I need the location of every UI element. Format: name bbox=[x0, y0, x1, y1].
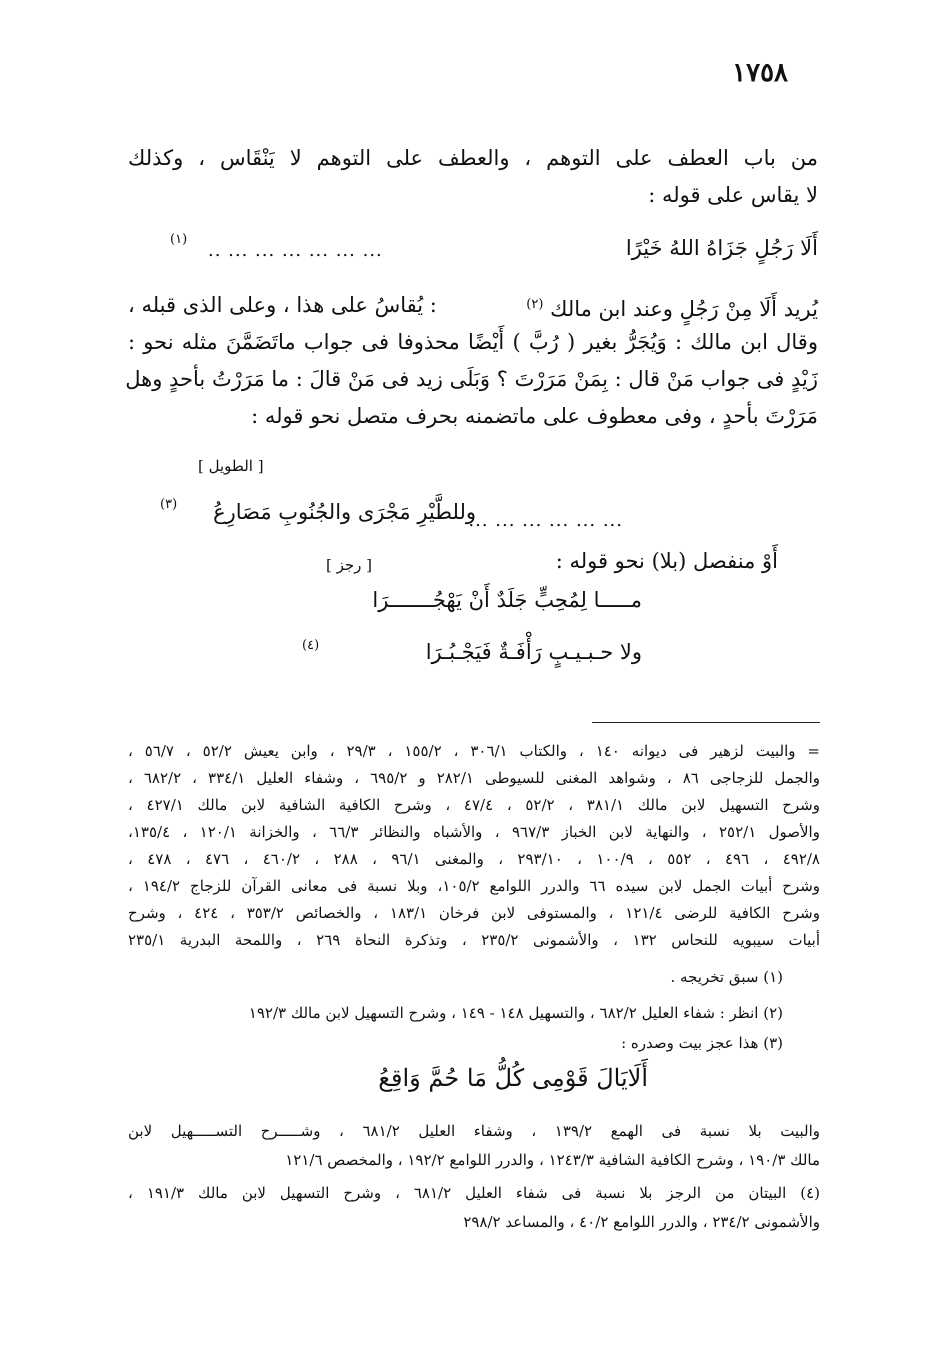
footnote-marker: (١) bbox=[170, 232, 188, 247]
footnote-line: والبيت بلا نسبة فى الهمع ١٣٩/٢ ، وشفاء العليل ٦٨١/٢ ، وشـــــرح التســـــهيل لابن bbox=[128, 1122, 820, 1140]
page-number: ١٧٥٨ bbox=[732, 58, 788, 88]
body-text: يُريد أَلَا مِنْ رَجُلٍ وعند ابن مالك $^{(٢)}$ bbox=[526, 297, 818, 321]
footnote-verse: أَلَايَالَ قَوْمِى كُلُّ مَا حُمَّ وَاقِعُ bbox=[378, 1064, 648, 1092]
body-line: من باب العطف على التوهم ، والعطف على التوهم لا يَنْقَاس ، وكذلك bbox=[128, 146, 818, 170]
footnote-line: وشرح التسهيل لابن مالك ٣٨١/١ ، ٥٢/٢ ، ٤٧/٤ ، وشرح الكافية الشافية لابن مالك ٤٢٧/١ ، bbox=[128, 796, 820, 814]
footnote-1: (١) سبق تخريجه . bbox=[670, 968, 783, 986]
footnote-marker: (٤) bbox=[302, 638, 320, 653]
body-line: لا يقاس على قوله : bbox=[648, 183, 818, 207]
meter-label: [ الطويل ] bbox=[198, 457, 264, 475]
footnote-line: والأصول ٢٥٢/١ ، والنهاية لابن الخباز ٩٦٧/٣ ، والأشباه والنظائر ٦٦/٣ ، والخزانة ١٢٠/١ ، ١٣٥/٤، bbox=[128, 823, 820, 841]
footnote-4: (٤) البيتان من الرجز بلا نسبة فى شفاء العليل ٦٨١/٢ ، وشرح التسهيل لابن مالك ١٩١/٣ ، bbox=[128, 1184, 821, 1202]
body-line: وقال ابن مالك : وَيُجَرُّ بغير ( رُبَّ ) أَيْضًا محذوفا فى جواب ماتَضَمَّنَ مثله نحو : bbox=[128, 330, 818, 354]
verse-ellipsis: ... ... ... ... ... ... bbox=[468, 510, 623, 531]
verse-ellipsis: .. ... ... ... ... ... ... bbox=[208, 240, 383, 261]
footnote-line: = والبيت لزهير فى ديوانه ١٤٠ ، والكتاب ٣٠٦/١ ، ١٥٥/٢ ، ٢٩/٣ ، وابن يعيش ٥٢/٢ ، ٥٦/٧ ، bbox=[128, 742, 820, 760]
verse-line: أَلَا رَجُلٍ جَزَاهُ اللهُ خَيْرًا bbox=[625, 236, 818, 260]
footnote-marker: (٣) bbox=[160, 497, 178, 512]
body-line: مَرَرْتَ بأحدٍ ، وفى معطوف على ماتضمنه بحرف متصل نحو قوله : bbox=[251, 404, 818, 428]
footnote-line: وشرح الكافية للرضى ١٢١/٤ ، والمستوفى لابن فرخان ١٨٣/١ ، والخصائص ٣٥٣/٢ ، ٤٢٤ ، وشرح bbox=[128, 904, 820, 922]
meter-label: [ رجز ] bbox=[326, 556, 373, 574]
footnote-line: ٤٩٢/٨ ، ٤٩٦ ، ٥٥٢ ، ١٠٠/٩ ، ٢٩٣/١٠ ، والمغنى ٩٦/١ ، ٢٨٨ ، ٤٦٠/٢ ، ٤٧٦ ، ٤٧٨ ، bbox=[128, 850, 820, 868]
footnote-line: وشرح أبيات الجمل لابن سيده ٦٦ والدرر اللوامع ١٠٥/٢، وبلا نسبة فى معانى القرآن للزجاج ١٩٤/٢ ، bbox=[128, 877, 821, 895]
footnote-line: والأشمونى ٢٣٤/٢ ، والدرر اللوامع ٤٠/٢ ، والمساعد ٢٩٨/٢ bbox=[463, 1213, 820, 1231]
footnote-separator bbox=[592, 722, 820, 723]
verse-line: ولا حـبـيـبٍ رَأْفَـةٌ فَيَجْـبُـرَا bbox=[425, 640, 642, 664]
body-text: : يُقاسُ على هذا ، وعلى الذى قبله ، bbox=[128, 293, 437, 317]
body-line bbox=[128, 290, 818, 324]
verse-line: مـــــا لِمُحِبٍّ جَلَدٌ أَنْ يَهْجُـــــــرَا bbox=[372, 588, 642, 612]
footnote-marker: (٢) bbox=[526, 297, 544, 312]
footnote-line: مالك ١٩٠/٣ ، وشرح الكافية الشافية ١٢٤٣/٣ ، والدرر اللوامع ١٩٢/٢ ، والمخصص ١٢١/٦ bbox=[285, 1151, 820, 1169]
footnote-line: أبيات سيبويه للنحاس ١٣٢ ، والأشمونى ٢٣٥/٢ ، وتذكرة النحاة ٢٦٩ ، واللمحة البدرية ٢٣٥/١ bbox=[128, 931, 821, 949]
footnote-line: والجمل للزجاجى ٨٦ ، وشواهد المغنى للسيوطى ٢٨٢/١ و ٦٩٥/٢ ، وشفاء العليل ٣٣٤/١ ، ٦٨٢/٢ ، bbox=[128, 769, 821, 787]
body-line: زَيْدٍ فى جواب مَنْ قال : بِمَنْ مَرَرْتَ ؟ وَبَلَى زيد فى مَنْ قالَ : ما مَرَرْتُ بأحدٍ وهل bbox=[125, 367, 818, 391]
verse-line: وللطَّيْرِ مَجْرَى والجُنُوبِ مَصَارِعُ bbox=[213, 500, 476, 524]
footnote-2: (٢) انظر : شفاء العليل ٦٨٢/٢ ، والتسهيل ١٤٨ - ١٤٩ ، وشرح التسهيل لابن مالك ١٩٢/٣ bbox=[248, 1004, 783, 1022]
body-line: أَوْ منفصل (بلا) نحو قوله : bbox=[555, 549, 778, 573]
footnote-3: (٣) هذا عجز بيت وصدره : bbox=[621, 1034, 783, 1052]
